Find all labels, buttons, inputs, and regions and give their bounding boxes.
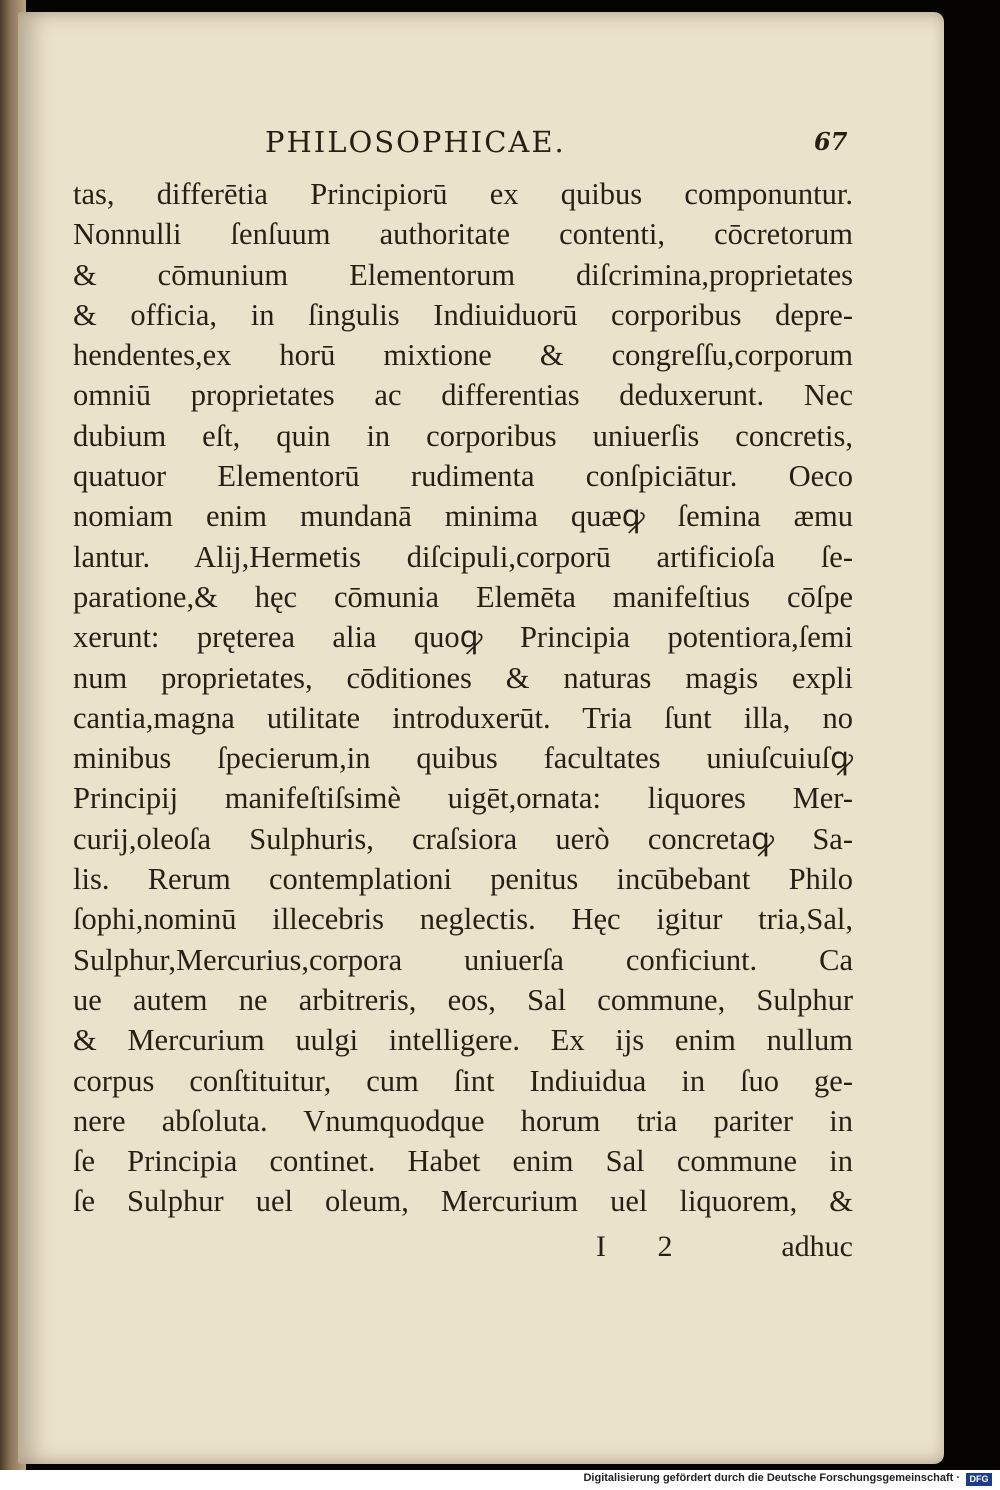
catchword: adhuc — [781, 1230, 853, 1263]
text-line: Sulphur,Mercurius,corpora uniuerſa conficiunt. Ca — [73, 942, 853, 977]
text-line: ſophi,nominū illecebris neglectis. Hęc igitur tria,Sal, — [73, 902, 853, 937]
page-number: 67 — [814, 127, 848, 156]
text-line: & Mercurium uulgi intelligere. Ex ijs enim nullum — [73, 1023, 853, 1058]
text-line: paratione,& hęc cōmunia Elemēta manifeſtius cōſpe — [73, 579, 853, 614]
signature-mark: I 2 — [596, 1230, 695, 1263]
text-line: cantia,magna utilitate introduxerūt. Tria ſunt illa, no — [73, 700, 853, 735]
text-line: curij,oleoſa Sulphuris, craſsiora uerò concretaꝙ Sa- — [73, 821, 853, 856]
page-footer-marks — [73, 1230, 853, 1270]
text-line: minibus ſpecierum,in quibus facultates uniuſcuiuſꝙ — [73, 741, 853, 776]
text-line: lis. Rerum contemplationi penitus incūbebant Philo — [73, 862, 853, 897]
text-line: & officia, in ſingulis Indiuiduorū corporibus depre- — [73, 297, 853, 332]
text-line: nere abſoluta. Vnumquodque horum tria pariter in — [73, 1103, 853, 1138]
text-line: ſe Principia continet. Habet enim Sal commune in — [73, 1144, 853, 1179]
text-line: quatuor Elementorū rudimenta conſpiciātur. Oeco — [73, 459, 853, 494]
book-page — [18, 12, 944, 1464]
funding-credit: Digitalisierung gefördert durch die Deutsche Forschungsgemeinschaft · — [583, 1472, 960, 1484]
digitization-footer — [0, 1470, 1000, 1490]
text-line: Nonnulli ſenſuum authoritate contenti, cōcretorum — [73, 217, 853, 252]
text-line: tas, differētia Principiorū ex quibus componuntur. — [73, 177, 853, 211]
text-line: ue autem ne arbitreris, eos, Sal commune, Sulphur — [73, 982, 853, 1017]
text-line: num proprietates, cōditiones & naturas magis expli — [73, 660, 853, 695]
text-line: Principij manifeſtiſsimè uigēt,ornata: liquores Mer- — [73, 781, 853, 816]
text-block — [73, 174, 853, 1222]
text-line: corpus conſtituitur, cum ſint Indiuidua in ſuo ge- — [73, 1063, 853, 1098]
text-line: xerunt: pręterea alia quoꝙ Principia potentiora,ſemi — [73, 620, 853, 655]
text-line: nomiam enim mundanā minima quæꝙ ſemina æmu — [73, 499, 853, 534]
text-line: omniū proprietates ac differentias deduxerunt. Nec — [73, 378, 853, 413]
text-line: & cōmunium Elementorum diſcrimina,proprietates — [73, 257, 853, 292]
text-line: hendentes,ex horū mixtione & congreſſu,corporum — [73, 338, 853, 373]
text-line: ſe Sulphur uel oleum, Mercurium uel liquorem, & — [73, 1184, 853, 1219]
text-line: dubium eſt, quin in corporibus uniuerſis concretis, — [73, 418, 853, 453]
running-head-title: PHILOSOPHICAE. — [265, 125, 566, 159]
text-line: lantur. Alij,Hermetis diſcipuli,corporū artificioſa ſe- — [73, 539, 853, 574]
running-head — [218, 125, 878, 165]
dfg-logo: DFG — [966, 1473, 992, 1486]
